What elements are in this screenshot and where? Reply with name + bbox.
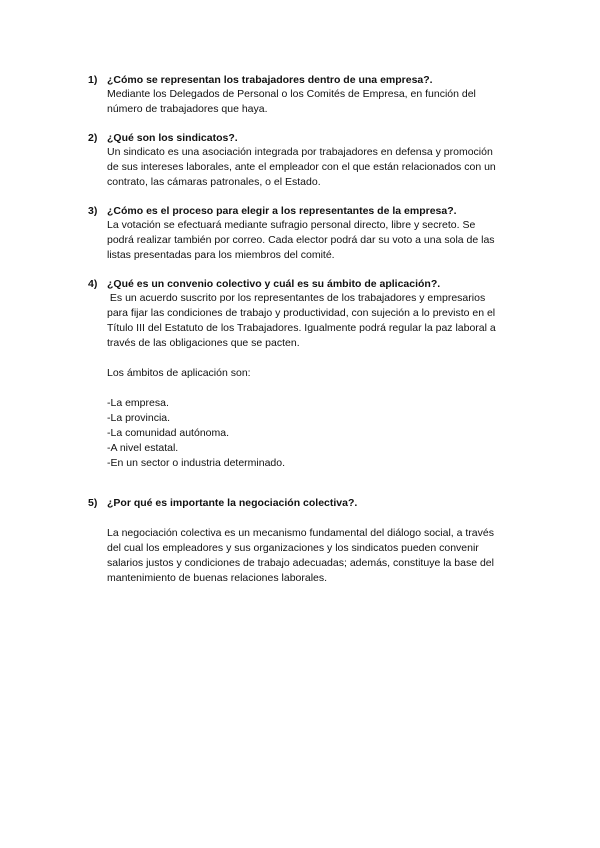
question-number: 3) [88, 205, 98, 217]
answer-line: Es un acuerdo suscrito por los representantes de los trabajadores y empresarios [107, 292, 486, 304]
answer-line: mantenimiento de buenas relaciones laborales. [107, 572, 328, 584]
question-number: 4) [88, 278, 98, 290]
answer-line: número de trabajadores que haya. [107, 103, 268, 115]
answer-line: listas presentadas para los miembros del comité. [107, 249, 335, 261]
answer-line: través de las obligaciones que se pacten. [107, 337, 300, 349]
scope-item: -La provincia. [107, 412, 171, 424]
answer-line: para fijar las condiciones de trabajo y productividad, con sujeción a lo previsto en el [107, 307, 496, 319]
question-title: ¿Cómo es el proceso para elegir a los representantes de la empresa?. [107, 205, 457, 217]
spacer [107, 381, 528, 396]
answer-text [107, 145, 528, 190]
scope-item: -La empresa. [107, 397, 169, 409]
question-title: ¿Qué es un convenio colectivo y cuál es su ámbito de aplicación?. [107, 278, 441, 290]
question-1 [88, 73, 528, 117]
answer-line: salarios justos y condiciones de trabajo adecuadas; además, constituye la base del [107, 557, 494, 569]
question-number: 5) [88, 497, 98, 509]
answer-line: La negociación colectiva es un mecanismo fundamental del diálogo social, a través [107, 527, 494, 539]
answer-line: de sus intereses laborales, ante el empleador con el que están relacionados con un [107, 161, 496, 173]
spacer [107, 351, 528, 366]
question-number: 1) [88, 74, 98, 86]
answer-line: del cual los empleadores y sus organizaciones y los sindicatos pueden convenir [107, 542, 479, 554]
scope-item: -A nivel estatal. [107, 442, 179, 454]
answer-line: contrato, las cámaras patronales, o el Estado. [107, 176, 321, 188]
answer-text [107, 218, 528, 263]
question-5 [88, 496, 528, 586]
scope-item: -En un sector o industria determinado. [107, 457, 286, 469]
answer-line: Título III del Estatuto de los Trabajadores. Igualmente podrá regular la paz laboral a [107, 322, 496, 334]
question-number: 2) [88, 132, 98, 144]
scope-item: -La comunidad autónoma. [107, 427, 229, 439]
answer-line: La votación se efectuará mediante sufragio personal directo, libre y secreto. Se [107, 219, 476, 231]
answer-text [107, 291, 528, 471]
answer-line: podrá realizar también por correo. Cada elector podrá dar su voto a una sola de las [107, 234, 495, 246]
question-title: ¿Por qué es importante la negociación colectiva?. [107, 497, 358, 509]
question-title: ¿Cómo se representan los trabajadores dentro de una empresa?. [107, 74, 433, 86]
answer-text [107, 87, 528, 117]
question-3 [88, 204, 528, 263]
answer-line: Un sindicato es una asociación integrada por trabajadores en defensa y promoción [107, 146, 493, 158]
answer-text [107, 526, 528, 586]
question-2 [88, 131, 528, 190]
question-4 [88, 277, 528, 471]
answer-line: Mediante los Delegados de Personal o los Comités de Empresa, en función del [107, 88, 476, 100]
scope-intro: Los ámbitos de aplicación son: [107, 367, 251, 379]
question-title: ¿Qué son los sindicatos?. [107, 132, 238, 144]
